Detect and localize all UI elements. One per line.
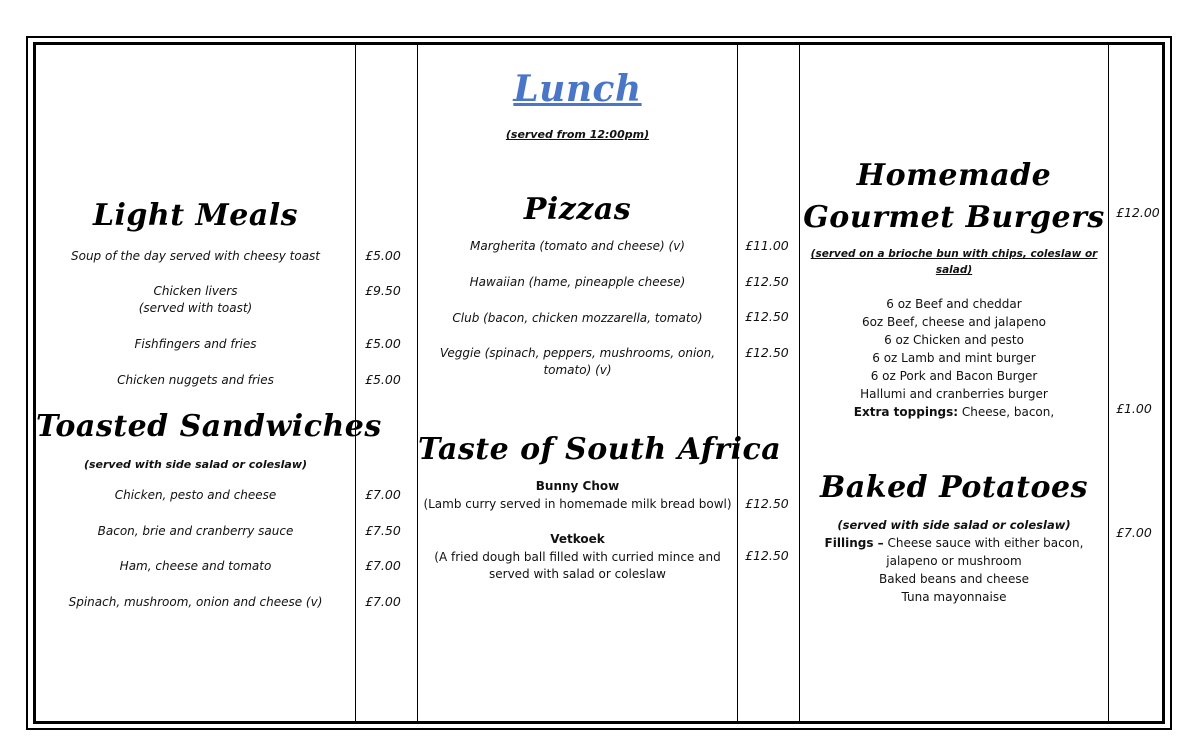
burger-extra-toppings bbox=[800, 404, 1108, 421]
potatoes-line-1: jalapeno or mushroom bbox=[886, 554, 1022, 568]
toasted-sandwiches-heading: Toasted Sandwiches bbox=[36, 409, 382, 444]
price-hawaiian: £12.50 bbox=[745, 274, 789, 289]
price-chicken-livers: £9.50 bbox=[365, 283, 401, 298]
price-burgers: £12.00 bbox=[1116, 205, 1160, 220]
light-meals-heading: Light Meals bbox=[92, 198, 299, 233]
price-club: £12.50 bbox=[745, 309, 789, 324]
price-spinach: £7.00 bbox=[365, 594, 401, 609]
south-africa-heading: Taste of South Africa bbox=[418, 432, 782, 467]
menu-item-soup: Soup of the day served with cheesy toast bbox=[70, 249, 321, 263]
menu-item-bunny-chow-title: Bunny Chow bbox=[535, 479, 620, 493]
menu-item-chicken-livers: Chicken livers bbox=[153, 284, 238, 298]
menu-item-bunny-chow-desc: (Lamb curry served in homemade milk bread bowl) bbox=[423, 497, 732, 511]
menu-item-fishfingers: Fishfingers and fries bbox=[134, 337, 257, 351]
lunch-subtitle: (served from 12:00pm) bbox=[505, 128, 650, 141]
toasted-subtitle: (served with side salad or coleslaw) bbox=[83, 458, 308, 471]
menu-item-margherita: Margherita (tomato and cheese) (v) bbox=[470, 239, 685, 253]
menu-item-vetkoek-desc-line2: served with salad or coleslaw bbox=[489, 567, 666, 581]
column-divider-5 bbox=[1108, 42, 1109, 724]
price-soup: £5.00 bbox=[365, 248, 401, 263]
menu-item-club: Club (bacon, chicken mozzarella, tomato) bbox=[452, 311, 703, 325]
menu-item-veggie-line2: tomato) (v) bbox=[543, 363, 612, 377]
price-vetkoek: £12.50 bbox=[745, 548, 789, 563]
potatoes-subtitle: (served with side salad or coleslaw) bbox=[837, 518, 1071, 532]
column-divider-3 bbox=[737, 42, 738, 724]
menu-item-hawaiian: Hawaiian (hame, pineapple cheese) bbox=[469, 275, 686, 289]
price-baked-potatoes: £7.00 bbox=[1116, 525, 1152, 540]
fillings-label: Fillings – bbox=[824, 536, 884, 550]
price-ham-cheese: £7.00 bbox=[365, 558, 401, 573]
burgers-heading-line1: Homemade bbox=[856, 158, 1052, 193]
burgers-subtitle-line2: salad) bbox=[935, 264, 973, 276]
price-extra-toppings: £1.00 bbox=[1116, 401, 1152, 416]
price-margherita: £11.00 bbox=[745, 238, 789, 253]
burger-item-6: Hallumi and cranberries burger bbox=[860, 387, 1048, 401]
menu-item-vetkoek-desc: (A fried dough ball filled with curried mince and bbox=[434, 550, 721, 564]
extra-toppings-label: Extra toppings: bbox=[853, 405, 959, 419]
menu-item-ham-cheese: Ham, cheese and tomato bbox=[119, 559, 272, 573]
burger-item-1: 6 oz Beef and cheddar bbox=[886, 297, 1022, 311]
potatoes-fillings bbox=[800, 535, 1108, 552]
price-nuggets: £5.00 bbox=[365, 372, 401, 387]
menu-item-nuggets: Chicken nuggets and fries bbox=[117, 373, 274, 387]
burger-item-5: 6 oz Pork and Bacon Burger bbox=[870, 369, 1038, 383]
price-bacon-brie: £7.50 bbox=[365, 523, 401, 538]
column-divider-1 bbox=[355, 42, 356, 724]
burgers-subtitle: (served on a brioche bun with chips, coleslaw or bbox=[810, 248, 1098, 260]
burger-item-3: 6 oz Chicken and pesto bbox=[884, 333, 1024, 347]
column-light-meals bbox=[36, 42, 382, 722]
burger-item-2: 6oz Beef, cheese and jalapeno bbox=[861, 315, 1047, 329]
price-veggie: £12.50 bbox=[745, 345, 789, 360]
burger-item-4: 6 oz Lamb and mint burger bbox=[872, 351, 1036, 365]
price-chicken-pesto: £7.00 bbox=[365, 487, 401, 502]
menu-item-vetkoek-title: Vetkoek bbox=[550, 532, 605, 546]
menu-item-veggie: Veggie (spinach, peppers, mushrooms, onion, bbox=[439, 346, 716, 360]
price-fishfingers: £5.00 bbox=[365, 336, 401, 351]
menu-item-spinach: Spinach, mushroom, onion and cheese (v) bbox=[68, 595, 323, 609]
menu-item-chicken-pesto: Chicken, pesto and cheese bbox=[114, 488, 277, 502]
baked-potatoes-heading: Baked Potatoes bbox=[820, 470, 1088, 505]
potatoes-line-3: Tuna mayonnaise bbox=[901, 590, 1007, 604]
fillings-text: Cheese sauce with either bacon, bbox=[883, 536, 1084, 550]
potatoes-line-2: Baked beans and cheese bbox=[879, 572, 1029, 586]
extra-toppings-text: Cheese, bacon, bbox=[958, 405, 1055, 419]
burgers-heading-line2: Gourmet Burgers bbox=[803, 200, 1105, 235]
menu-item-chicken-livers-note: (served with toast) bbox=[138, 301, 253, 315]
menu-item-bacon-brie: Bacon, brie and cranberry sauce bbox=[97, 524, 294, 538]
pizzas-heading: Pizzas bbox=[523, 192, 632, 227]
lunch-heading: Lunch bbox=[513, 68, 642, 110]
column-burgers bbox=[800, 42, 1108, 722]
price-bunny-chow: £12.50 bbox=[745, 496, 789, 511]
